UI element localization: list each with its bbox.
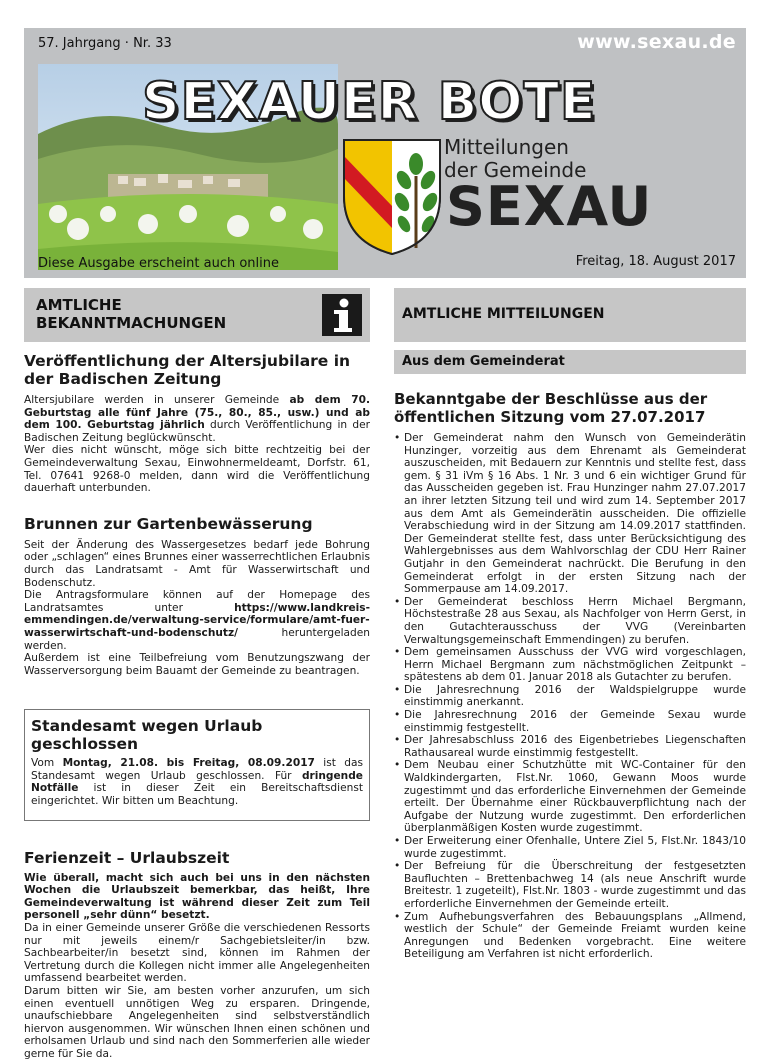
- list-item: • Der Erweiterung einer Ofenhalle, Untere Ziel 5, Flst.Nr. 1843/10 wurde zugestimmt.: [404, 835, 746, 860]
- newspaper-title: SEXAUER BOTE: [142, 72, 597, 132]
- resolution-list: [394, 432, 746, 961]
- subsection-header: [394, 350, 746, 374]
- article-altersjubilare: [24, 352, 370, 495]
- text-span: ist das Standesamt wegen Urlaub geschlossen. Für: [31, 757, 363, 782]
- section-title-line-2: BEKANNTMACHUNGEN: [36, 314, 227, 332]
- subtitle-line-2: der Gemeinde: [444, 158, 587, 182]
- list-item: • Zum Aufhebungsverfahren des Bebauungsplans „Allmend, westlich der Schule“ der Gemeinde Freiamt wurden keine Anregungen und Bedenken vorgebracht. Eine weitere Beteiligung am Verfahren ist nicht erforderlich.: [404, 911, 746, 961]
- masthead-header: [24, 28, 746, 278]
- section-header-bekanntmachungen: [24, 288, 370, 342]
- article-brunnen: [24, 515, 370, 678]
- article-title: Ferienzeit – Urlaubszeit: [24, 848, 230, 867]
- text-span: Vom: [31, 757, 63, 770]
- article-paragraph: Außerdem ist eine Teilbefreiung vom Benutzungszwang der Wasserversorgung beim Bauamt der Gemeinde zu beantragen.: [24, 652, 370, 677]
- coat-of-arms-icon: [340, 136, 444, 256]
- article-paragraph: Wer dies nicht wünscht, möge sich bitte rechtzeitig bei der Gemeindeverwaltung Sexau, Einwohnermeldeamt, Dorfstr. 61, Tel. 07641 9268-0 melden, dann wird die Veröffentlichung dauerhaft unterbunden.: [24, 444, 370, 495]
- section-title-line-1: AMTLICHE: [36, 296, 122, 314]
- article-title: Standesamt wegen Urlaub geschlossen: [31, 717, 263, 754]
- info-icon: [322, 294, 362, 336]
- text-span: ist in dieser Zeit ein Bereitschaftsdienst eingerichtet. Wir bitten um Beachtung.: [31, 782, 363, 808]
- landratsamt-link[interactable]: https://www.landkreis-emmendingen.de/verwaltung-service/formulare/amt-fuer-wasserwirtschaft-und-bodenschutz/: [24, 601, 370, 639]
- article-lead: Wie überall, macht sich auch bei uns in den nächsten Wochen die Urlaubszeit bemerkbar, das heißt, Ihre Gemeindeverwaltung ist während dieser Zeit zum Teil personell „sehr dünn“ besetzt.: [24, 871, 370, 922]
- section-header-mitteilungen: [394, 288, 746, 342]
- list-item: • Die Jahresrechnung 2016 der Gemeinde Sexau wurde einstimmig festgestellt.: [404, 709, 746, 734]
- list-item: • Dem gemeinsamen Ausschuss der VVG wird vorgeschlagen, Herrn Michael Bergmann zum nächstmöglichen Zeitpunkt – spätestens ab dem 01. Januar 2018 als Gutachter zu berufen.: [404, 646, 746, 684]
- article-paragraph: Darum bitten wir Sie, am besten vorher anzurufen, um sich einen eventuell unnötigen Weg zu ersparen. Dringende, unaufschiebbare Angelegenheiten sind selbstverständlich hiervon ausgenommen. Wir wünschen Ihnen einen schönen und erholsamen Urlaub und sind nach den Sommerferien alle wieder gerne für Sie da.: [24, 985, 370, 1060]
- section-title: AMTLICHE MITTEILUNGEN: [402, 306, 605, 322]
- right-column: [394, 288, 746, 961]
- subsection-title: Aus dem Gemeinderat: [402, 354, 565, 369]
- list-item: • Die Jahresrechnung 2016 der Waldspielgruppe wurde einstimmig anerkannt.: [404, 684, 746, 709]
- article-paragraph: [24, 394, 370, 444]
- article-ferienzeit: [24, 849, 370, 1061]
- website-link[interactable]: www.sexau.de: [577, 31, 736, 53]
- list-item: • Dem Neubau einer Schutzhütte mit WC-Container für den Waldkindergarten, Flst.Nr. 1060, Gewann Moos wurde zugestimmt und das erforderliche Einvernehmen der Gemeinde erteilt. Der Übernahme einer Rückbauverpflichtung nach der Aufgabe der Nutzung wurde zugestimmt. Den erforderlichen überplanmäßigen Kosten wurde zugestimmt.: [404, 759, 746, 835]
- article-standesamt: [24, 709, 370, 820]
- article-paragraph: Seit der Änderung des Wassergesetzes bedarf jede Bohrung oder „schlagen“ eines Brunnes einer wasserrechtlichen Erlaubnis durch das Landratsamt - Amt für Wasserwirtschaft und Bodenschutz.: [24, 538, 370, 589]
- issue-number: 57. Jahrgang · Nr. 33: [38, 36, 172, 51]
- list-item: • Der Gemeinderat beschloss Herrn Michael Bergmann, Höchstestraße 28 aus Sexau, als Nachfolger von Herrn Gerst, in den Gutachterausschuss der VVG (Vereinbarten Verwaltungsgemeinschaft Emmendingen) zu berufen.: [404, 596, 746, 646]
- article-title: Veröffentlichung der Altersjubilare in der Badischen Zeitung: [24, 352, 351, 388]
- text-span: Altersjubilare werden in unserer Gemeinde: [24, 394, 290, 406]
- issue-date: Freitag, 18. August 2017: [575, 254, 736, 269]
- text-span: heruntergeladen werden.: [24, 626, 370, 652]
- subtitle-line-1: Mitteilungen: [444, 135, 569, 159]
- list-item: • Der Gemeinderat nahm den Wunsch von Gemeinderätin Hunzinger, vorzeitig aus dem Ehrenamt als Gemeinderat auszuscheiden, mit Bedauern zur Kenntnis und stellte fest, dass gem. § 31 iVm § 16 Abs. 1 Nr. 3 und 6 ein wichtiger Grund für das Ausscheiden gegeben ist. Frau Hunzinger nahm 27.07.2017 an ihrer letzten Sitzung teil und wird zum 14. September 2017 aus dem Amt als Gemeinderätin ausscheiden. Die offizielle Verabschiedung wird in der Sitzung am 14.09.2017 stattfinden. Der Gemeinderat stellte fest, dass unter Berücksichtigung des Wahlergebnisses aus dem Wahlvorschlag der CDU Herr Rainer Gutjahr in den Gemeinderat nachrückt. Die Berufung in den Gemeinderat erfolgt in der ersten Sitzung nach der Sommerpause am 14.09.2017.: [404, 432, 746, 596]
- article-paragraph: Da in einer Gemeinde unserer Größe die verschiedenen Ressorts nur mit jeweils einem/r Sachgebietsleiter/in bzw. Sachbearbeiter/in besetzt sind, können im Rahmen der Vertretung durch die Kollegen nicht immer alle Angelegenheiten umfassend bearbeitet werden.: [24, 922, 370, 985]
- article-title: Brunnen zur Gartenbewässerung: [24, 514, 313, 533]
- bold-text: ab dem 70. Geburtstag alle fünf Jahre (75., 80., 85., usw.) und ab dem 100. Geburtstag jährlich: [24, 394, 370, 432]
- text-span: Die Antragsformulare können auf der Homepage des Landratsamtes unter: [24, 589, 370, 614]
- online-note: Diese Ausgabe erscheint auch online: [38, 256, 279, 271]
- article-beschluesse: [394, 390, 746, 961]
- article-paragraph: [24, 589, 370, 652]
- list-item: • Der Befreiung für die Überschreitung der festgesetzten Baufluchten – Brettenbachweg 14 (als neue Anschrift wurde Breitestr. 1 zugeteilt), Flst.Nr. 1803 - wurde zugestimmt und das erforderliche Einvernehmen der Gemeinde erteilt.: [404, 860, 746, 910]
- bold-text: Montag, 21.08. bis Freitag, 08.09.2017: [62, 757, 315, 770]
- left-column: [24, 288, 370, 1061]
- town-name: SEXAU: [446, 175, 653, 238]
- article-title: Bekanntgabe der Beschlüsse aus der öffentlichen Sitzung vom 27.07.2017: [394, 390, 708, 426]
- list-item: • Der Jahresabschluss 2016 des Eigenbetriebes Liegenschaften Rathausareal wurde einstimmig festgestellt.: [404, 734, 746, 759]
- text-span: durch Veröffentlichung in der Badischen Zeitung beglückwünscht.: [24, 419, 370, 444]
- article-paragraph: [31, 757, 363, 807]
- section-title: [36, 296, 226, 332]
- bold-text: dringende Notfälle: [31, 769, 363, 795]
